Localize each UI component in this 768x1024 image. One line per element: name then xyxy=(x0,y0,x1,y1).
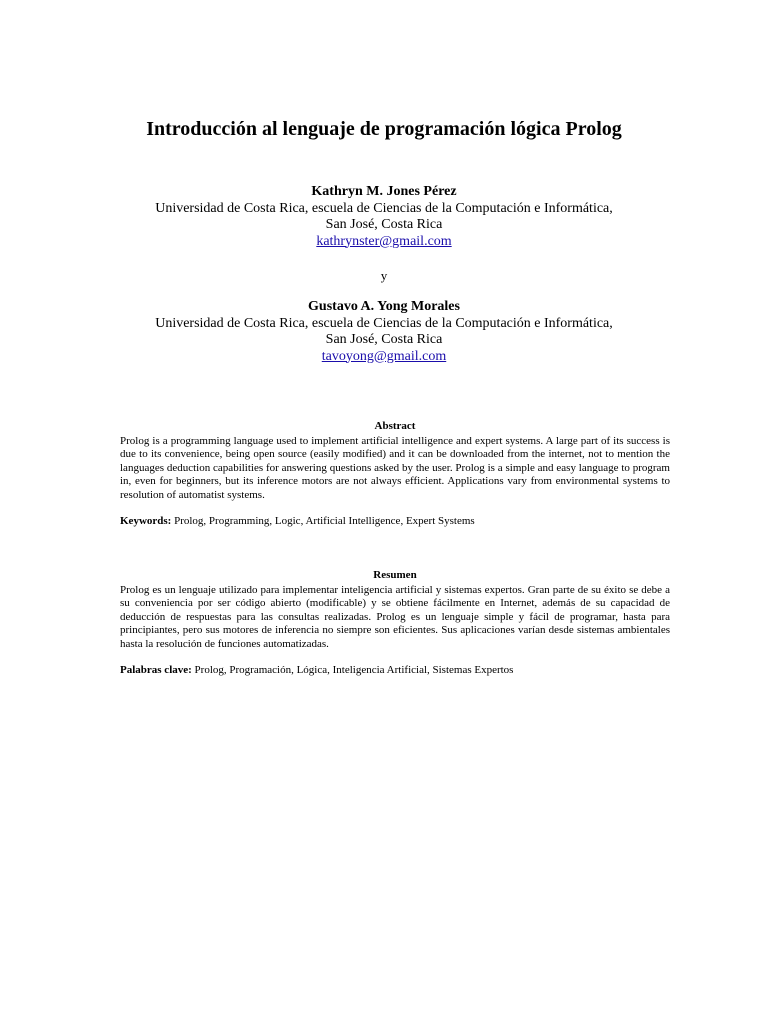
author-affiliation: Universidad de Costa Rica, escuela de Ciencias de la Computación e Informática, xyxy=(155,315,613,331)
author-location: San José, Costa Rica xyxy=(325,332,443,347)
palabras-clave-line xyxy=(120,664,670,676)
author-affiliation: Universidad de Costa Rica, escuela de Ciencias de la Computación e Informática, xyxy=(155,200,613,216)
keywords-line xyxy=(120,515,670,527)
resumen-body: Prolog es un lenguaje utilizado para implementar inteligencia artificial y sistemas expertos. Gran parte de su éxito se debe a su conveniencia por ser código abierto (modificable) y se obtiene fácilmente en Internet, además de su capacidad de deducción de respuestas para las consultas realizadas. Prolog es un lenguaje simple y fácil de programar, hasta para principiantes, pero sus motores de inferencia no siempre son eficientes. Sus aplicaciones varían desde sistemas ambientales hasta la resolución de funciones automatizadas. xyxy=(120,583,670,650)
author-block-2 xyxy=(0,299,768,365)
author-conjunction: y xyxy=(380,268,388,283)
abstract-section xyxy=(120,420,670,503)
author-name: Gustavo A. Yong Morales xyxy=(308,299,460,314)
author-name: Kathryn M. Jones Pérez xyxy=(311,184,457,199)
abstract-heading: Abstract xyxy=(374,420,416,432)
author-email-link[interactable]: kathrynster@gmail.com xyxy=(316,233,452,249)
palabras-clave-label: Palabras clave: xyxy=(120,664,192,676)
resumen-heading: Resumen xyxy=(373,569,417,581)
author-block-1 xyxy=(0,184,768,250)
paper-title: Introducción al lenguaje de programación lógica Prolog xyxy=(146,118,622,140)
keywords-label: Keywords: xyxy=(120,515,172,527)
palabras-clave-text: Prolog, Programación, Lógica, Inteligencia Artificial, Sistemas Expertos xyxy=(194,664,514,676)
abstract-body: Prolog is a programming language used to implement artificial intelligence and expert systems. A large part of its success is due to its convenience, being open source (easily modified) and it can be downloaded from the internet, not to mention the languages deduction capabilities for answering questions asked by the user. Prolog is a simple and easy language to program in, even for beginners, but its inference motors are not always efficient. Applications vary from environmental systems to resolution of automatist systems. xyxy=(120,434,670,501)
author-location: San José, Costa Rica xyxy=(325,217,443,232)
resumen-section xyxy=(120,569,670,652)
keywords-text: Prolog, Programming, Logic, Artificial Intelligence, Expert Systems xyxy=(174,515,475,527)
author-email-link[interactable]: tavoyong@gmail.com xyxy=(321,348,447,364)
